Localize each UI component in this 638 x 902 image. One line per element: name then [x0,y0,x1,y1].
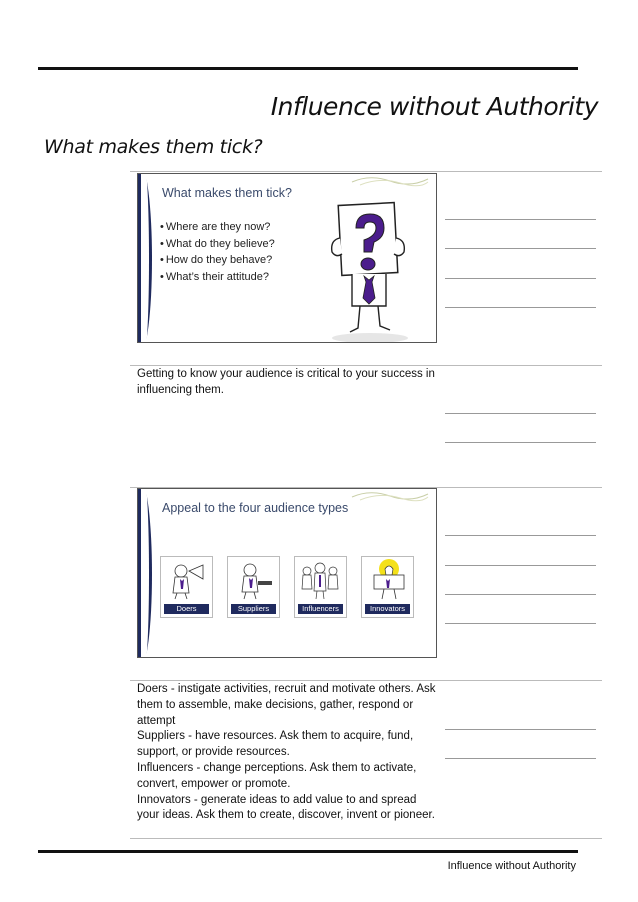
note-line[interactable] [445,623,596,624]
bullet-item: • How do they behave? [160,254,273,266]
note-line[interactable] [445,248,596,249]
note-line[interactable] [445,729,596,730]
audience-card-suppliers [227,556,280,618]
slide1-bullet-list [160,219,275,285]
top-rule [38,67,578,70]
tray-figure-icon [230,559,277,601]
note-line[interactable] [445,278,596,279]
speaker-note-2 [137,682,437,824]
footer-title: Influence without Authority [447,860,576,872]
bullet-item: • What do they believe? [160,237,275,250]
bullet-item: • What’s their attitude? [160,270,269,283]
audience-type-cards [160,556,420,620]
slide2-title: Appeal to the four audience types [162,501,349,515]
note1-divider [130,365,602,366]
bottom-rule [38,850,578,853]
slide1-title: What makes them tick? [162,186,292,200]
decorative-swirl-icon [350,174,430,188]
lightbulb-figure-icon [364,559,411,601]
audience-card-innovators [361,556,414,618]
note-line[interactable] [445,565,596,566]
note-line[interactable] [445,413,596,414]
note-line[interactable] [445,307,596,308]
document-title: Influence without Authority [270,92,598,121]
bullet-item: • Where are they now? [160,221,271,233]
card-label: Suppliers [231,604,276,614]
note-paragraph-suppliers: Suppliers - have resources. Ask them to acquire, fund, support, or provide resources. [137,730,414,759]
note-line[interactable] [445,758,596,759]
note-line[interactable] [445,219,596,220]
note-paragraph-influencers: Influencers - change perceptions. Ask them to activate, convert, empower or promote. [137,761,417,790]
megaphone-figure-icon [163,559,210,601]
speaker-note-1: Getting to know your audience is critical to your success in influencing them. [137,368,435,396]
slide-thumbnail-2 [137,488,437,658]
card-label: Innovators [365,604,410,614]
note-line[interactable] [445,594,596,595]
question-sign-figure-icon [312,198,422,343]
note-line[interactable] [445,442,596,443]
decorative-swirl-icon [350,489,430,503]
audience-card-doers [160,556,213,618]
card-label: Doers [164,604,209,614]
note2-divider [130,680,602,681]
group-figure-icon [297,559,344,601]
note-line[interactable] [445,535,596,536]
note-paragraph-innovators: Innovators - generate ideas to add value to and spread your ideas. Ask them to create, discover, invent or pioneer. [137,793,435,822]
note-paragraph-doers: Doers - instigate activities, recruit and motivate others. Ask them to assemble, make decisions, gather, respond or attempt [137,683,436,727]
bottom-divider [130,838,602,839]
slide-thumbnail-1 [137,173,437,343]
slide1-top-divider [130,171,602,172]
audience-card-influencers [294,556,347,618]
section-title: What makes them tick? [44,136,263,158]
card-label: Influencers [298,604,343,614]
